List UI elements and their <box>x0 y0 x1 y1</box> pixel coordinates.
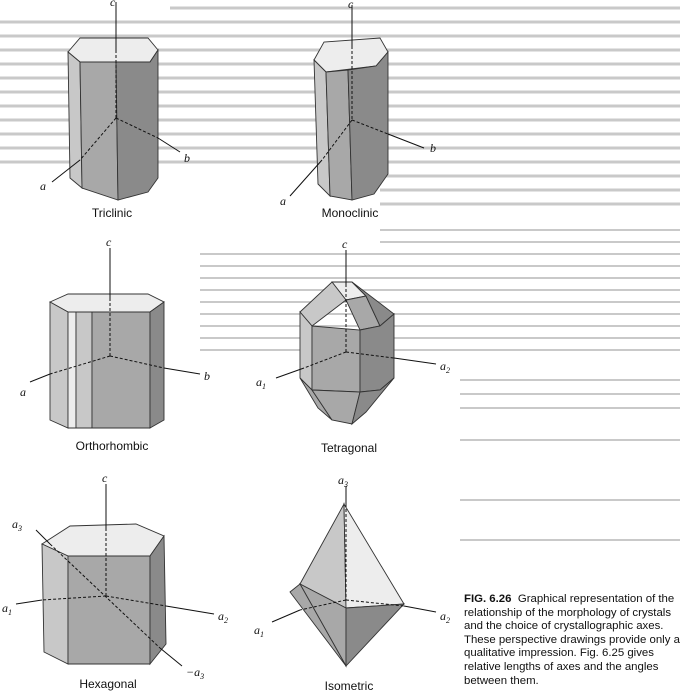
orthorhombic-label: Orthorhombic <box>75 439 149 453</box>
tetragonal-label: Tetragonal <box>320 441 378 455</box>
figure-caption <box>464 593 684 688</box>
orthorhombic-axis-c: c <box>106 235 112 249</box>
hexagonal-axis-a1: $a_1$ <box>2 601 12 617</box>
tetragonal-axis-a2: $a_2$ <box>440 359 450 375</box>
isometric-axis-a1: $a_1$ <box>254 623 264 639</box>
tetragonal-axis-a1: $a_1$ <box>256 375 266 391</box>
triclinic-axis-b: b <box>184 151 190 165</box>
hexagonal-axis-a3: $a_3$ <box>12 517 22 533</box>
triclinic-crystal <box>52 2 180 200</box>
caption-text: Graphical representation of the relationship of the morphology of crystals and the choice of crystallographic axes. These perspective drawings provide only a qualitative impression. Fig. 6.25 gives relative lengths of axes and the angles between them. <box>464 593 680 687</box>
orthorhombic-crystal <box>30 248 200 428</box>
triclinic-axis-c: c <box>110 0 116 9</box>
monoclinic-axis-a: a <box>280 194 286 208</box>
orthorhombic-axis-b: b <box>204 369 210 383</box>
isometric-crystal <box>272 486 436 666</box>
figure-number: FIG. 6.26 <box>464 593 512 605</box>
tetragonal-axis-c: c <box>342 237 348 251</box>
monoclinic-label: Monoclinic <box>321 206 379 220</box>
hexagonal-crystal <box>16 484 214 666</box>
isometric-axis-a3: $a_3$ <box>338 473 348 489</box>
isometric-axis-a2: $a_2$ <box>440 609 450 625</box>
orthorhombic-axis-a: a <box>20 385 26 399</box>
triclinic-label: Triclinic <box>91 206 133 220</box>
monoclinic-axis-b: b <box>430 141 436 155</box>
monoclinic-axis-c: c <box>348 0 354 11</box>
isometric-label: Isometric <box>324 679 374 693</box>
hexagonal-axis-c: c <box>102 471 108 485</box>
hexagonal-label: Hexagonal <box>79 677 137 691</box>
triclinic-axis-a: a <box>40 179 46 193</box>
hexagonal-axis-a2: $a_2$ <box>218 609 228 625</box>
monoclinic-crystal <box>290 5 424 200</box>
hexagonal-axis-neg-a3: $-a_3$ <box>186 665 205 681</box>
